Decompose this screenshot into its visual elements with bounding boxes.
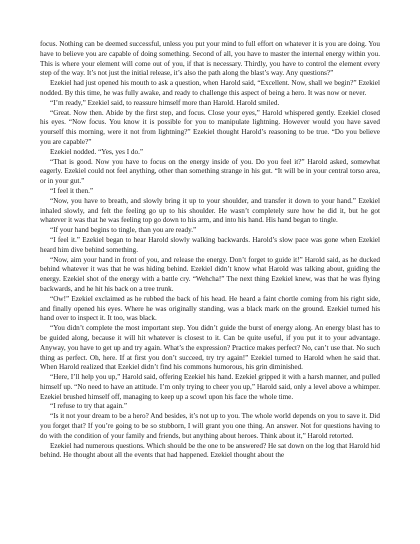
paragraph: “I feel it.” Ezekiel began to hear Harold slowly walking backwards. Harold’s slow pace was gone when Ezekiel heard him dive behind something. — [40, 235, 380, 254]
paragraph: “Now, aim your hand in front of you, and release the energy. Don’t forget to guide it!” Harold said, as he ducked behind whatever it was that he was hiding behind. Ezekiel didn’t know what Harold was talking about, guiding the energy. Ezekiel shot of the energy with a battle cry. “Wehcha!” The next thing Ezekiel knew, was that he was flying backwards, and he hit his back on a tree trunk. — [40, 255, 380, 293]
paragraph: “You didn’t complete the most important step. You didn’t guide the burst of energy along. An energy blast has to be guided along, because it will hit whatever is closest to it. Can be quite useful, if you put it to your advantage. Anyway, you have to get up and try again. What’s the expression? Practice makes perfect? No, can’t use that. No such thing as perfect. Oh, here. If at first you don’t succeed, try try again!” Ezekiel turned to Harold when he said that. When Harold realized that Ezekiel didn’t find his commons humorous, his grin diminished. — [40, 324, 380, 372]
paragraph: “If your hand begins to tingle, than you are ready.” — [50, 226, 197, 235]
paragraph: “Now, you have to breath, and slowly bring it up to your shoulder, and transfer it down to your hand.” Ezekiel inhaled slowly, and felt the feeling go up to his shoulder. He wasn’t completely sure how he did it, but he got whatever it was that he was feeling top go down to his arm, and into his hand. His hand began to tingle. — [40, 196, 380, 225]
paragraph: Ezekiel had just opened his mouth to ask a question, when Harold said, “Excellent. Now, shall we begin?” Ezekiel nodded. By this time, he was fully awake, and ready to challenge this aspect of being a hero. It was now or never. — [40, 79, 380, 97]
paragraph: focus. Nothing can be deemed successful, unless you put your mind to full effort on whatever it is you are doing. You have to believe you are capable of doing something. Second of all, you have to master the internal energy within you. This is where your element will come out of you, if that is necessary. Thirdly, you have to control the element every step of the way. It’s not just the initial release, it’s also the path along the blast’s way. Any questions?” — [40, 40, 380, 78]
paragraph: Ezekiel nodded. “Yes, yes I do.” — [50, 147, 144, 156]
paragraph: “Great. Now then. Abide by the first step, and focus. Close your eyes,” Harold whispered gently. Ezekiel closed his eyes. “Now focus. You know it is possible for you to manipulate lightning. However would you have saved yourself this morning, were it not from lightning?” Ezekiel thought Harold’s reasoning to be true. “Do you believe you are capable?” — [40, 108, 380, 146]
paragraph: “Ow!” Ezekiel exclaimed as he rubbed the back of his head. He heard a faint chortle coming from his right side, and finally opened his eyes. Where he was originally standing, was a black mark on the ground. Ezekiel turned his hand over to inspect it. It too, was black. — [40, 294, 380, 323]
paragraph: “I’m ready,” Ezekiel said, to reassure himself more than Harold. Harold smiled. — [50, 98, 280, 107]
paragraph: “Here, I’ll help you up,” Harold said, offering Ezekiel his hand. Ezekiel gripped it with a harsh manner, and pulled himself up. “No need to have an attitude. I’m only trying to cheer you up,” Harold said, only a level above a whimper. Ezekiel brushed himself off, managing to keep up a scowl upon his face the whole time. — [40, 373, 380, 401]
paragraph: “Is it not your dream to be a hero? And besides, it’s not up to you. The whole world depends on you to save it. Did you forget that? If you’re going to be so stubborn, I will grant you one thing. An answer. Not for questions having to do with the condition of your family and friends, but anything about heroes. Think about it,” Harold retorted. — [40, 412, 380, 440]
paragraph: “That is good. Now you have to focus on the energy inside of you. Do you feel it?” Harold asked, somewhat eagerly. Ezekiel could not feel anything, other than something strange in his gut. “It will be in your central torso area, or in your gut.” — [40, 157, 380, 186]
paragraph: Ezekiel had numerous questions. Which should be the one to be answered? He sat down on the log that Harold hid behind. He thought about all the events that had happened. Ezekiel thought about the — [40, 441, 380, 460]
paragraph: “I refuse to try that again.” — [50, 402, 128, 411]
paragraph: “I feel it then.” — [50, 186, 94, 195]
